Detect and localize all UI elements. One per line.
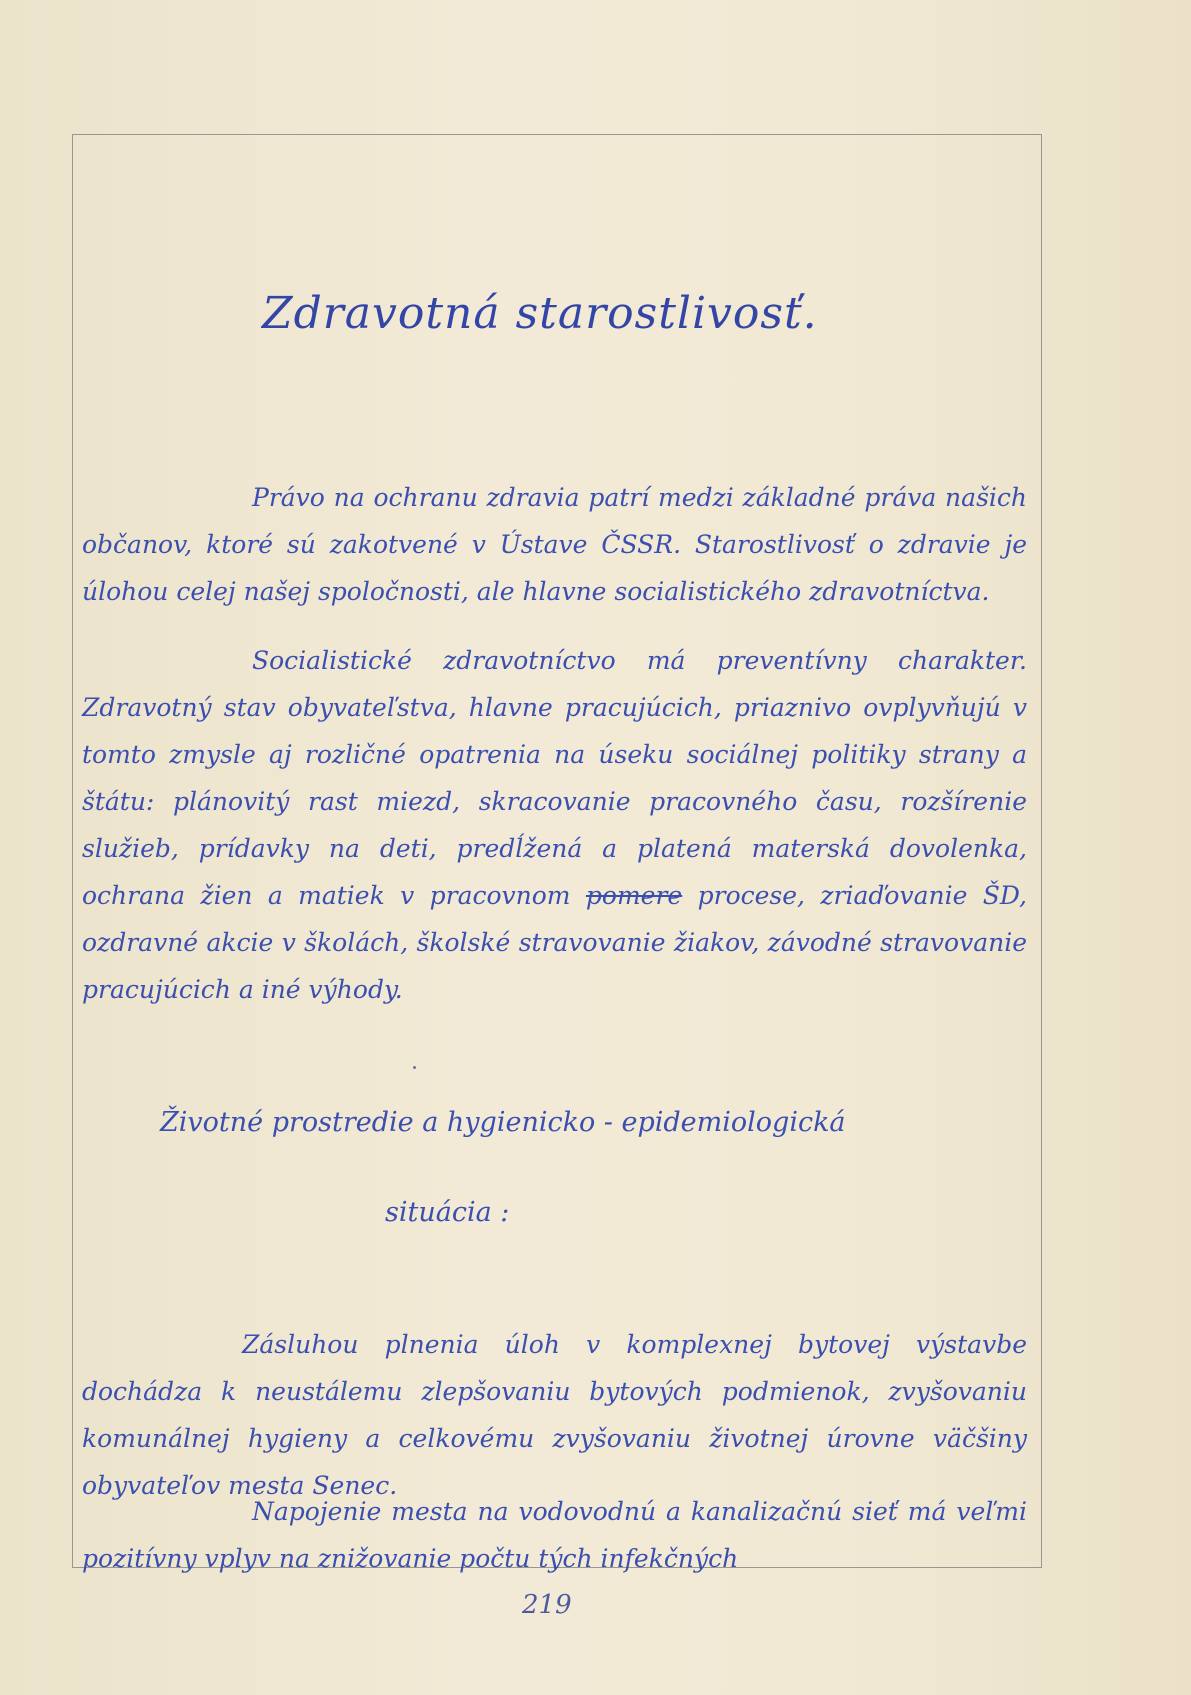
- page-number: 219: [522, 1590, 572, 1620]
- page-title: Zdravotná starostlivosť.: [262, 288, 818, 339]
- ink-dot: [413, 1066, 416, 1069]
- struck-word: pomere: [585, 881, 683, 910]
- paragraph-2: [82, 637, 1027, 1013]
- paragraph-2-end: procese, zriaďovanie ŠD, ozdravné akcie v školách, školské stravovanie žiakov, závodné stravovanie pracujúcich a iné výhody.: [82, 881, 1027, 1004]
- section-heading-line-2: situácia :: [385, 1197, 510, 1228]
- paragraph-3: Zásluhou plnenia úloh v komplexnej bytovej výstavbe dochádza k neustálemu zlepšovaniu bytových podmienok, zvyšovaniu komunálnej hygieny a celkovému zvyšovaniu životnej úrovne väčšiny obyvateľov mesta Senec.: [82, 1330, 1027, 1500]
- paragraph-1: Právo na ochranu zdravia patrí medzi základné práva našich občanov, ktoré sú zakotvené v Ústave ČSSR. Starostlivosť o zdravie je úlohou celej našej spoločnosti, ale hlavne socialistického zdravotníctva.: [82, 483, 1027, 606]
- paragraph-2-text: Socialistické zdravotníctvo má preventívny charakter. Zdravotný stav obyvateľstva, hlavne pracujúcich, priaznivo ovplyvňujú v tomto zmysle aj rozličné opatrenia na úseku sociálnej politiky strany a štátu: plánovitý rast miezd, skracovanie pracovného času, rozšírenie služieb, prídavky na deti, predĺžená a platená materská dovolenka, ochrana žien a matiek v pracovnom: [82, 646, 1027, 910]
- paragraph-4: Napojenie mesta na vodovodnú a kanalizačnú sieť má veľmi pozitívny vplyv na znižovanie počtu tých infekčných: [82, 1497, 1027, 1573]
- section-heading-line-1: Životné prostredie a hygienicko - epidemiologická: [160, 1107, 846, 1138]
